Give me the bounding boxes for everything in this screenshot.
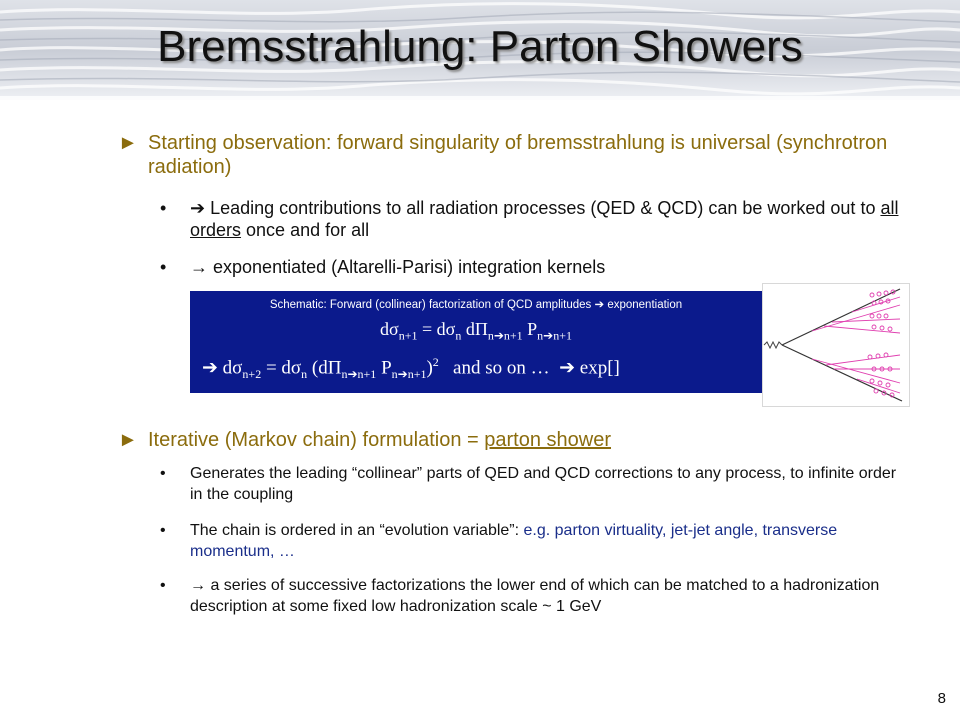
sub-bullet-1: • ➔ Leading contributions to all radiation processes (QED & QCD) can be worked out to all orders once and for all bbox=[160, 198, 899, 240]
all-orders-text: all orders bbox=[190, 198, 899, 240]
dot-bullet-icon: • bbox=[160, 465, 166, 482]
right-arrow-icon: ➔ bbox=[190, 198, 206, 218]
page-number: 8 bbox=[937, 690, 946, 707]
sub-bullet-2: • → exponentiated (Altarelli-Parisi) integration kernels bbox=[160, 257, 606, 277]
sub-bullet-3: • Generates the leading “collinear” parts of QED and QCD corrections to any process, to infinite order in the coupling bbox=[160, 465, 897, 503]
right-arrow-icon: → bbox=[190, 257, 208, 277]
right-arrow-icon: ➔ bbox=[202, 357, 218, 379]
box-caption: Schematic: Forward (collinear) factorization of QCD amplitudes ➔ exponentiation bbox=[269, 299, 683, 311]
right-arrow-icon: → bbox=[190, 577, 206, 594]
parton-shower-diagram bbox=[762, 283, 910, 407]
dot-bullet-icon: • bbox=[160, 198, 167, 218]
evolution-variable-examples: e.g. parton virtuality, jet-jet angle, transverse momentum, … bbox=[190, 522, 838, 560]
main-bullet-2-text: Iterative (Markov chain) formulation = bbox=[148, 429, 485, 451]
main-bullet-1 bbox=[118, 131, 898, 179]
dot-bullet-icon: • bbox=[160, 257, 167, 277]
dot-bullet-icon: • bbox=[160, 577, 166, 594]
equation-1: $d\sigma_{n+1} = d\sigma_n$ $d\Pi_{n➔n+1}$ $P_{n➔n+1}$ bbox=[379, 319, 572, 343]
factorization-box bbox=[190, 291, 762, 393]
parton-shower-text: parton shower bbox=[484, 429, 611, 451]
slide-title: Bremsstrahlung: Parton Showers bbox=[157, 22, 803, 71]
equation-2: ➔ $d\sigma_{n+2} = d\sigma_n$ ($d\Pi_{n➔n+1}$ $P_{n➔n+1})^2$ and so on … ➔ exp[] bbox=[202, 355, 620, 382]
main-bullet-1-text: Starting observation: forward singularity of bremsstrahlung is universal (synchrotron radiation) bbox=[148, 132, 888, 178]
dot-bullet-icon: • bbox=[160, 522, 166, 539]
triangle-bullet-icon: ► bbox=[118, 132, 138, 154]
sub-bullet-5: • → a series of successive factorizations the lower end of which can be matched to a hadronization description at some fixed low hadronization scale ~ 1 GeV bbox=[160, 577, 880, 615]
sub-bullet-4: • The chain is ordered in an “evolution variable”: e.g. parton virtuality, jet-jet angle, transverse momentum, … bbox=[160, 522, 838, 560]
main-bullet-2 bbox=[118, 428, 898, 452]
triangle-bullet-icon: ► bbox=[118, 429, 138, 451]
